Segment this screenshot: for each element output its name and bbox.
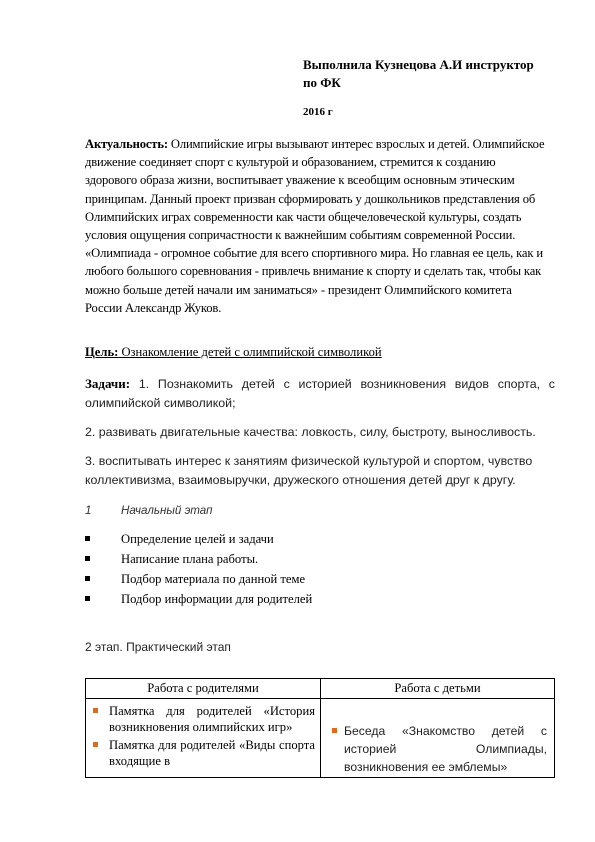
bullet-icon [85,556,90,561]
list-item: Написание плана работы. [85,549,312,569]
goal-text: Ознакомление детей с олимпийской символикой [118,345,382,359]
list-item: Памятка для родителей «Виды спорта входящие в [109,737,315,769]
parents-list [87,700,319,769]
author-line-1: Выполнила Кузнецова А.И инструктор [303,57,534,72]
relevance-text: Олимпийские игры вызывают интерес взрослых и детей. Олимпийское движение соединяет спорт с культурой и образованием, стремится к созданию здорового образа жизни, воспитывает уважение к всеобщим основным этическим принципам. Данный проект призван сформировать у дошкольников представления об Олимпийских играх современности как части общечеловеческой культуры, создать условия ощущения сопричастности к важнейшим событиям современной России. «Олимпиада - огромное событие для всего спортивного мира. Но главная ее цель, как и любого большого соревнования - привлечь внимание к спорту и сделать так, чтобы как можно больше детей начали им заниматься» - президент Олимпийского комитета России Александр Жуков. [85,137,545,315]
task-item-2: 2. развивать двигательные качества: ловкость, силу, быстроту, выносливость. [85,425,536,439]
list-item: Определение целей и задачи [85,529,312,549]
relevance-label: Актуальность: [85,137,168,151]
bullet-icon [85,576,90,581]
list-item: Подбор информации для родителей [85,589,312,609]
work-plan-table [85,678,555,778]
bullet-icon [93,708,98,713]
stage-1-steps [85,529,312,609]
author-line-2: по ФК [303,75,341,90]
bullet-icon [332,728,337,733]
year: 2016 г [303,106,333,118]
goal-label: Цель: [85,345,119,359]
stage-1-heading [85,504,213,517]
stage-1-title: Начальный этап [121,504,213,517]
parents-column-header: Работа с родителями [86,679,321,699]
bullet-icon [93,742,98,747]
bullet-icon [85,536,90,541]
table-header-row [86,679,555,699]
goal-paragraph [85,345,555,360]
table-row [86,699,555,778]
parents-cell [86,699,321,778]
task-item-1: Задачи: 1. Познакомить детей с историей возникновения видов спорта, с олимпийской символикой; [85,376,555,410]
stage-2-heading: 2 этап. Практический этап [85,640,231,654]
list-item: Подбор материала по данной теме [85,569,312,589]
author-block [303,56,563,92]
kids-cell [321,699,555,778]
task-item-3: 3. воспитывать интерес к занятиям физической культурой и спортом, чувство коллективизма, взаимовыручки, дружеского отношения детей друг к другу. [85,454,533,487]
bullet-icon [85,596,90,601]
kids-column-header: Работа с детьми [321,679,555,699]
tasks-label: Задачи: [85,376,131,391]
list-item: Памятка для родителей «История возникновения олимпийских игр» [109,703,315,735]
stage-1-number: 1 [85,504,92,517]
kids-item: Беседа «Знакомство детей с историей Олимпиады, возникновения ее эмблемы» [322,700,553,776]
relevance-paragraph [85,135,550,317]
tasks-section [85,374,555,500]
